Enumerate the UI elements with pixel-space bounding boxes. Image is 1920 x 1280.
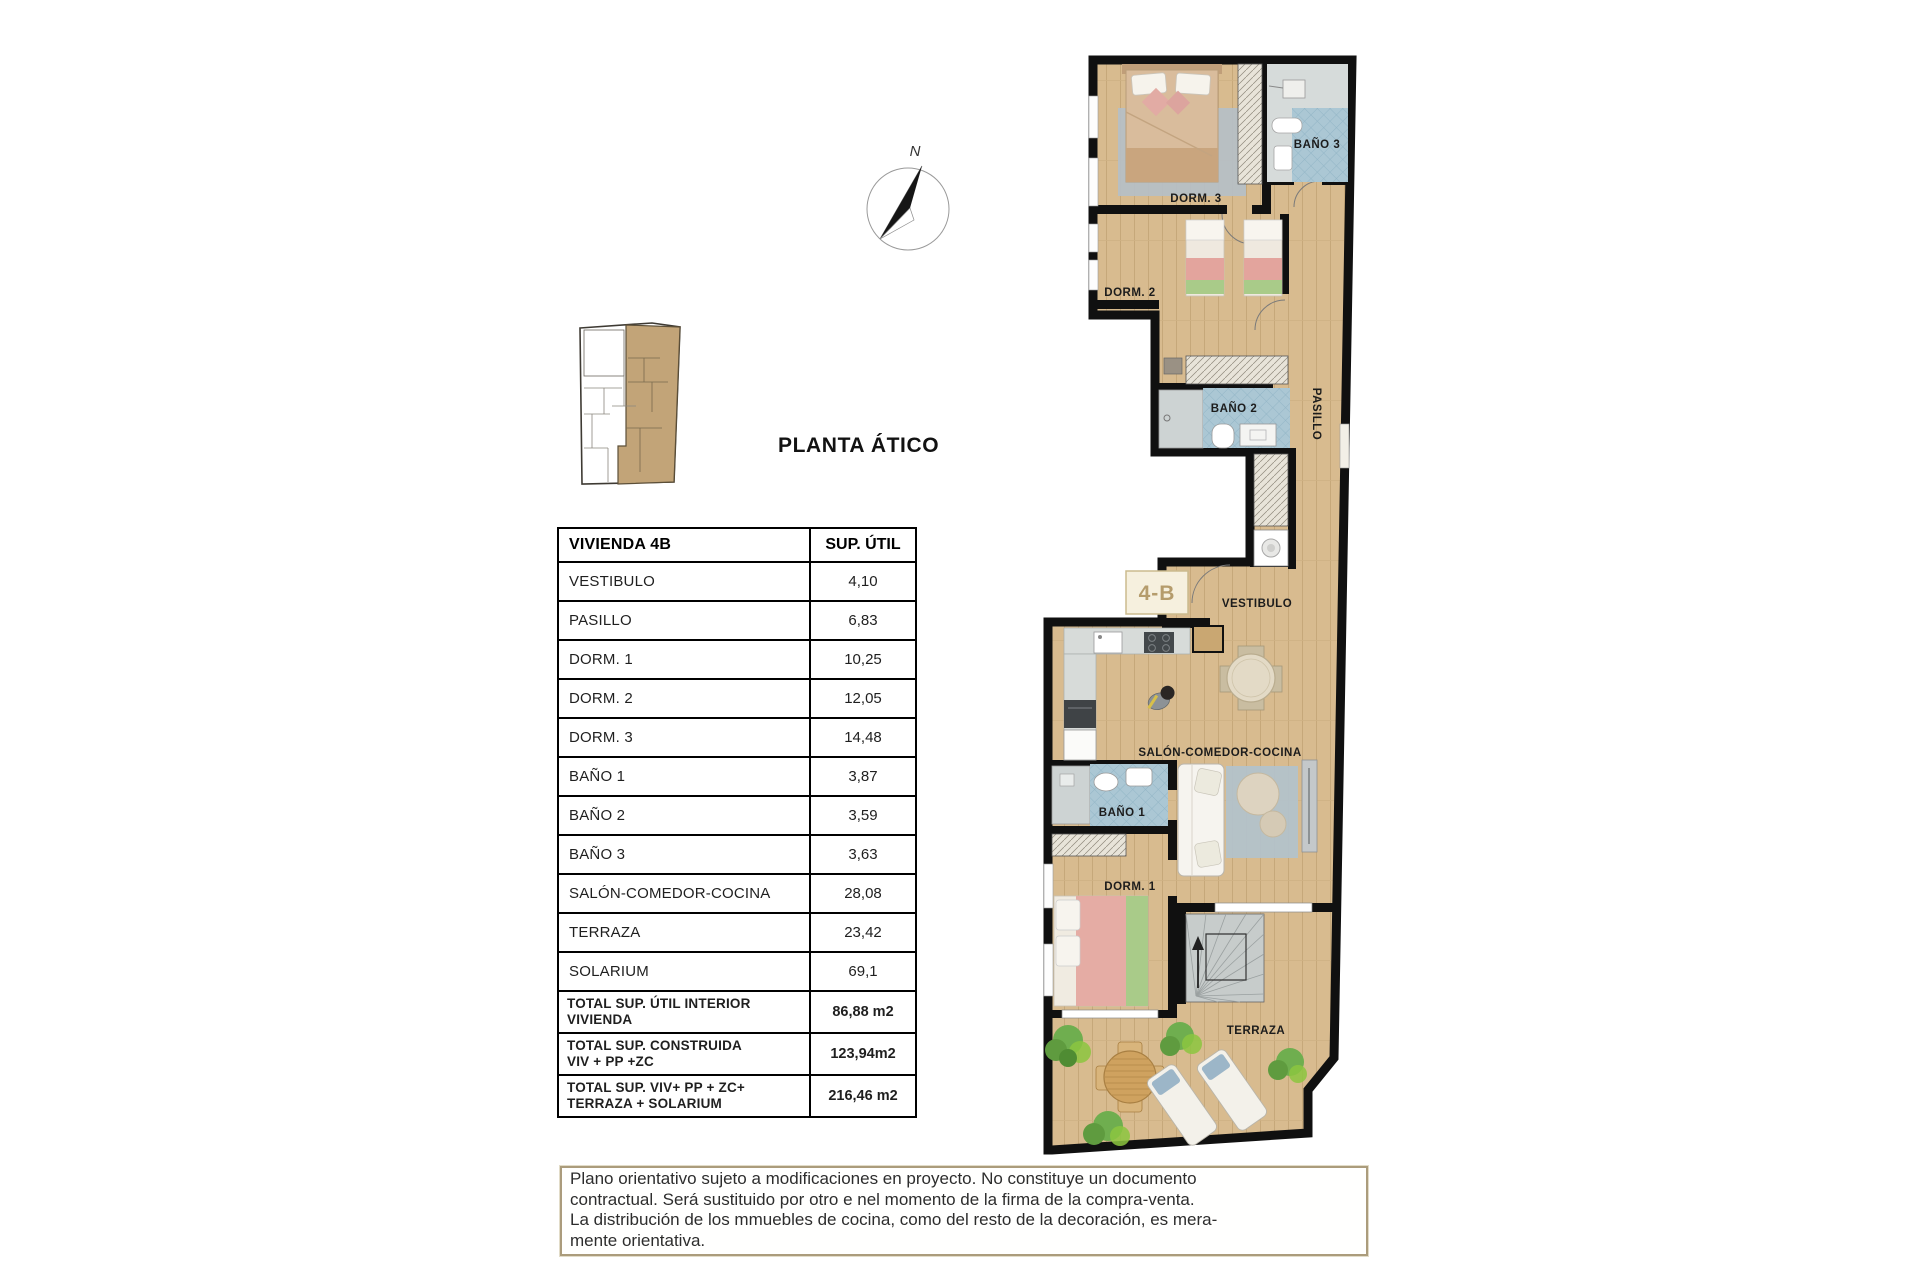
total-label	[559, 1077, 809, 1115]
dorm1-label: DORM. 1	[1104, 881, 1156, 893]
table-row	[559, 561, 915, 600]
table-total-row	[559, 1074, 915, 1116]
table-row	[559, 678, 915, 717]
stairs	[1186, 914, 1264, 1002]
disclaimer-line: La distribución de los mmuebles de cocina, como del resto de la decoración, es mera-	[570, 1210, 1218, 1229]
total-label-line2: VIVIENDA	[567, 1012, 633, 1027]
kitchen-peninsula	[1193, 626, 1223, 652]
wardrobe	[1238, 64, 1262, 184]
bed-throw	[1126, 896, 1148, 1006]
toilet	[1212, 424, 1234, 448]
total-value: 86,88 m2	[809, 992, 915, 1032]
total-label-line2: TERRAZA + SOLARIUM	[567, 1096, 722, 1111]
pillow	[1056, 936, 1080, 966]
row-value: 3,63	[809, 836, 915, 873]
total-value: 216,46 m2	[809, 1076, 915, 1116]
row-label: BAÑO 3	[569, 846, 626, 863]
shower	[1159, 390, 1203, 448]
bano1-label: BAÑO 1	[1098, 807, 1146, 819]
pillow	[1056, 900, 1080, 930]
sink	[1283, 80, 1305, 98]
toilet	[1126, 768, 1152, 786]
bano2-label: BAÑO 2	[1210, 403, 1258, 415]
single-bed	[1186, 220, 1224, 296]
row-label: BAÑO 1	[569, 768, 626, 785]
total-label	[559, 1035, 809, 1073]
total-label-line2: VIV + PP +ZC	[567, 1054, 654, 1069]
row-value: 3,87	[809, 758, 915, 795]
compass-rose	[858, 136, 963, 261]
table-row	[559, 600, 915, 639]
row-value: 12,05	[809, 680, 915, 717]
row-label: DORM. 2	[569, 690, 633, 707]
pillow	[1131, 73, 1167, 96]
bano3-label: BAÑO 3	[1293, 139, 1341, 151]
areas-table	[557, 527, 917, 1118]
kitchen-sink	[1094, 632, 1122, 653]
table-total-row	[559, 990, 915, 1032]
unit-badge-label: 4-B	[1138, 582, 1176, 605]
table-row	[559, 912, 915, 951]
row-label: DORM. 1	[569, 651, 633, 668]
disclaimer-line: mente orientativa.	[570, 1230, 706, 1250]
table-row	[559, 795, 915, 834]
row-value: 10,25	[809, 641, 915, 678]
table-row	[559, 639, 915, 678]
bano3-room	[1267, 64, 1348, 182]
row-label: SALÓN-COMEDOR-COCINA	[569, 885, 771, 902]
table-header-area: SUP. ÚTIL	[809, 529, 915, 561]
table-row	[559, 834, 915, 873]
total-label	[559, 993, 809, 1031]
disclaimer-box	[560, 1166, 1368, 1256]
key-plan-room	[584, 330, 624, 376]
salon-label: SALÓN-COMEDOR-COCINA	[1138, 747, 1302, 759]
total-label-line1: TOTAL SUP. VIV+ PP + ZC+	[567, 1080, 745, 1095]
single-bed	[1244, 220, 1282, 296]
table-header-unit: VIVIENDA 4B	[569, 536, 672, 553]
total-label-line1: TOTAL SUP. CONSTRUIDA	[567, 1038, 742, 1053]
disclaimer-line: contractual. Será sustituido por otro e nel momento de la firma de la compra-venta.	[570, 1189, 1195, 1209]
row-value: 69,1	[809, 953, 915, 990]
toilet	[1274, 146, 1292, 170]
table-header-row	[559, 529, 915, 561]
key-plan-inset	[556, 318, 706, 490]
sink	[1094, 773, 1118, 791]
floor-plan	[1025, 42, 1370, 1167]
row-value: 4,10	[809, 563, 915, 600]
row-label: PASILLO	[569, 612, 632, 629]
sofa-cushion	[1194, 840, 1222, 868]
table-total-row	[559, 1032, 915, 1074]
row-value: 6,83	[809, 602, 915, 639]
total-value: 123,94m2	[809, 1034, 915, 1074]
washing-machine	[1254, 530, 1288, 566]
row-label: SOLARIUM	[569, 963, 649, 980]
bano1-room	[1052, 764, 1168, 826]
key-plan-highlighted-unit	[618, 325, 680, 484]
pillow	[1175, 73, 1210, 95]
table-row	[559, 756, 915, 795]
table-row	[559, 717, 915, 756]
sink	[1240, 424, 1276, 446]
dining-table	[1227, 654, 1275, 702]
compass-north-label: N	[909, 143, 921, 160]
pouf	[1260, 811, 1286, 837]
disclaimer-line: Plano orientativo sujeto a modificaciones en proyecto. No constituye un documento	[570, 1169, 1197, 1188]
bathtub	[1272, 118, 1302, 133]
terraza-label: TERRAZA	[1226, 1025, 1286, 1037]
row-label: VESTIBULO	[569, 573, 655, 590]
sofa-cushion	[1194, 768, 1222, 796]
row-value: 23,42	[809, 914, 915, 951]
pouf	[1237, 773, 1279, 815]
row-value: 14,48	[809, 719, 915, 756]
hob	[1144, 632, 1174, 653]
fridge	[1064, 730, 1096, 760]
row-label: BAÑO 2	[569, 807, 626, 824]
dorm3-room	[1118, 64, 1262, 205]
row-value: 28,08	[809, 875, 915, 912]
page-title: PLANTA ÁTICO	[778, 434, 940, 457]
wardrobe	[1052, 834, 1126, 856]
row-value: 3,59	[809, 797, 915, 834]
corridor-wardrobe	[1254, 454, 1288, 526]
oven	[1064, 700, 1096, 728]
bano2-room	[1159, 388, 1290, 448]
table-row	[559, 873, 915, 912]
row-label: DORM. 3	[569, 729, 633, 746]
bed-footer	[1126, 148, 1218, 182]
dorm2-label: DORM. 2	[1104, 287, 1156, 299]
vestibulo-label: VESTIBULO	[1221, 598, 1293, 610]
pasillo-label: PASILLO	[1310, 387, 1322, 441]
row-label: TERRAZA	[569, 924, 641, 941]
total-label-line1: TOTAL SUP. ÚTIL INTERIOR	[567, 996, 751, 1011]
table-row	[559, 951, 915, 990]
dorm3-label: DORM. 3	[1170, 193, 1222, 205]
